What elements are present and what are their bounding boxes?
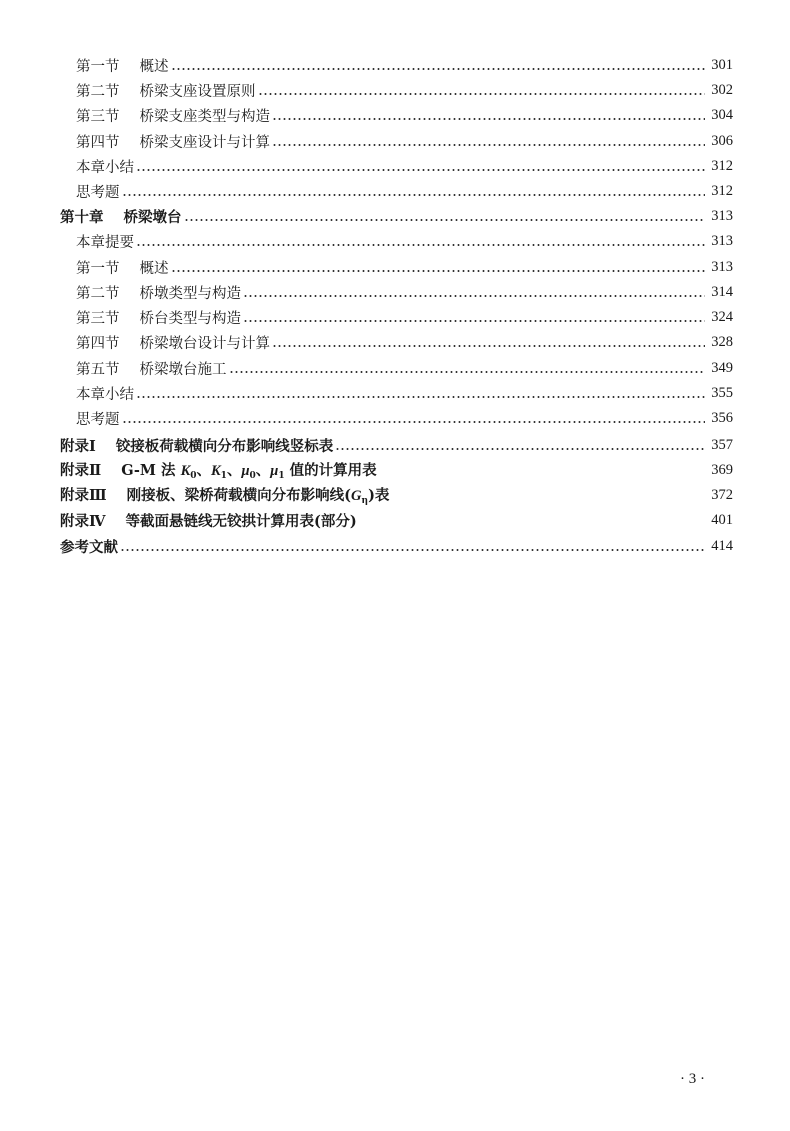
page-number: 302 bbox=[711, 81, 733, 98]
toc-section[interactable] bbox=[76, 407, 733, 429]
page-number: 369 bbox=[711, 461, 733, 478]
section-title: 桥梁墩台设计与计算 bbox=[139, 335, 270, 352]
page-number: 312 bbox=[711, 182, 733, 199]
appendix-number: 附录Ⅰ bbox=[60, 437, 96, 455]
appendix-title: G-M 法 $K_0$、$K_1$、$\mu_0$、$\mu_1$ 值的计算用表 bbox=[121, 462, 377, 481]
toc-section[interactable] bbox=[76, 104, 733, 126]
section-title: 本章小结 bbox=[76, 386, 134, 403]
page-number: 301 bbox=[711, 56, 733, 73]
page-number: 304 bbox=[711, 106, 733, 123]
section-title: 桥梁墩台 bbox=[123, 208, 182, 226]
section-number: 第二节 bbox=[76, 83, 120, 100]
toc-section[interactable] bbox=[76, 155, 733, 177]
leader-dots bbox=[136, 382, 705, 404]
section-title: 本章提要 bbox=[76, 234, 134, 251]
leader-dots bbox=[243, 306, 705, 328]
section-title: 本章小结 bbox=[76, 159, 134, 176]
appendix-number: 附录Ⅲ bbox=[60, 487, 107, 504]
leader-dots bbox=[136, 230, 705, 252]
toc-section[interactable] bbox=[76, 256, 733, 278]
page-number: 401 bbox=[711, 511, 733, 528]
page-number: 356 bbox=[711, 409, 733, 426]
leader-dots bbox=[171, 256, 706, 278]
leader-dots bbox=[122, 180, 706, 202]
section-number: 第十章 bbox=[60, 208, 104, 226]
leader-dots bbox=[258, 79, 706, 101]
toc-section[interactable] bbox=[76, 180, 733, 202]
page-number: 312 bbox=[711, 157, 733, 174]
section-title: 思考题 bbox=[76, 184, 120, 201]
section-number: 第一节 bbox=[76, 58, 120, 75]
page-number: 349 bbox=[711, 359, 733, 376]
section-title: 思考题 bbox=[76, 411, 120, 428]
section-title: 桥梁支座设置原则 bbox=[139, 83, 256, 100]
toc-section[interactable] bbox=[76, 331, 733, 353]
section-number: 第三节 bbox=[76, 310, 120, 327]
appendix-title: 等截面悬链线无铰拱计算用表(部分) bbox=[125, 512, 357, 530]
leader-dots bbox=[229, 357, 706, 379]
page-footer-number: · 3 · bbox=[680, 1071, 705, 1087]
appendix-number: 附录Ⅱ bbox=[60, 462, 102, 479]
toc-appendix-2[interactable] bbox=[60, 459, 733, 481]
page-number: 328 bbox=[711, 333, 733, 350]
toc-section[interactable] bbox=[76, 281, 733, 303]
section-number: 第四节 bbox=[76, 134, 120, 151]
page-number: 313 bbox=[711, 258, 733, 275]
page-number: 313 bbox=[711, 232, 733, 249]
toc-section[interactable] bbox=[76, 54, 733, 76]
section-title: 概述 bbox=[139, 58, 169, 75]
toc-appendix-3[interactable] bbox=[60, 484, 733, 506]
leader-dots bbox=[335, 434, 705, 456]
leader-dots bbox=[136, 155, 705, 177]
section-title: 桥梁支座设计与计算 bbox=[139, 134, 270, 151]
leader-dots bbox=[272, 130, 705, 152]
page-number: 355 bbox=[711, 384, 733, 401]
toc-section[interactable] bbox=[76, 306, 733, 328]
toc-section[interactable] bbox=[76, 79, 733, 101]
leader-dots bbox=[184, 205, 706, 227]
section-number: 第三节 bbox=[76, 108, 120, 125]
leader-dots bbox=[243, 281, 705, 303]
page-number: 306 bbox=[711, 132, 733, 149]
page-number: 372 bbox=[711, 486, 733, 503]
page-number: 414 bbox=[711, 537, 733, 554]
toc-section[interactable] bbox=[76, 130, 733, 152]
leader-dots bbox=[171, 54, 706, 76]
toc-section[interactable] bbox=[76, 230, 733, 252]
section-title: 概述 bbox=[139, 260, 169, 277]
section-number: 第五节 bbox=[76, 361, 120, 378]
section-title: 桥墩类型与构造 bbox=[139, 285, 241, 302]
toc-appendix-1[interactable] bbox=[60, 434, 733, 456]
appendix-title: 铰接板荷载横向分布影响线竖标表 bbox=[115, 437, 334, 455]
section-title: 桥梁墩台施工 bbox=[139, 361, 227, 378]
page-number: 314 bbox=[711, 283, 733, 300]
toc-chapter[interactable] bbox=[60, 205, 733, 227]
references-title: 参考文献 bbox=[60, 538, 118, 556]
toc-appendix-4[interactable] bbox=[60, 509, 733, 531]
leader-dots bbox=[272, 331, 705, 353]
leader-dots bbox=[122, 407, 706, 429]
appendix-title: 刚接板、梁桥荷载横向分布影响线$(G_\eta)$表 bbox=[126, 487, 390, 506]
toc-references[interactable] bbox=[60, 535, 733, 557]
toc-section[interactable] bbox=[76, 382, 733, 404]
page-number: 313 bbox=[711, 207, 733, 224]
section-number: 第二节 bbox=[76, 285, 120, 302]
section-title: 桥梁支座类型与构造 bbox=[139, 108, 270, 125]
page-number: 324 bbox=[711, 308, 733, 325]
section-number: 第四节 bbox=[76, 335, 120, 352]
leader-dots bbox=[272, 104, 705, 126]
page-number: 357 bbox=[711, 436, 733, 453]
section-title: 桥台类型与构造 bbox=[139, 310, 241, 327]
appendix-number: 附录Ⅳ bbox=[60, 512, 106, 530]
toc-section[interactable] bbox=[76, 357, 733, 379]
section-number: 第一节 bbox=[76, 260, 120, 277]
leader-dots bbox=[120, 535, 705, 557]
